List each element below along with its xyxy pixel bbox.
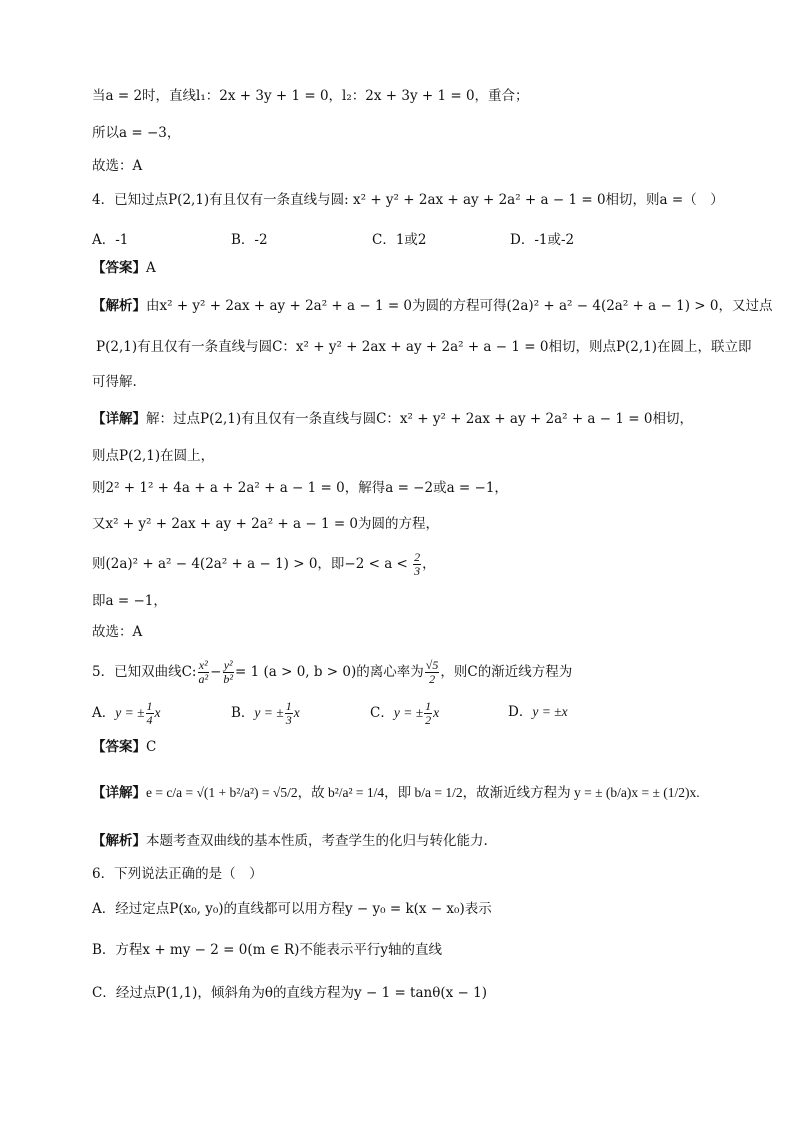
q4-detail-line: 即a = −1，: [92, 593, 167, 609]
q6-option-a: A．经过定点P(x₀, y₀)的直线都可以用方程y − y₀ = k(x − x₀)表示: [92, 901, 492, 917]
fraction-numerator: y²: [223, 658, 233, 672]
q5-option-d: D．y = ±x: [508, 704, 568, 720]
analysis-tag: 【解析】: [92, 298, 146, 314]
question-4: 4．已知过点P(2,1)有且仅有一条直线与圆: x² + y² + 2ax + ay + 2a² + a − 1 = 0相切，则a =（ ）: [92, 192, 724, 208]
q5-answer: [92, 737, 156, 757]
fraction-denominator: 3: [414, 564, 421, 578]
analysis-text: 由x² + y² + 2ax + ay + 2a² + a − 1 = 0为圆的方程可得(2a)² + a² − 4(2a² + a − 1) > 0，又过点: [146, 298, 773, 314]
fraction-denominator: b²: [223, 672, 233, 686]
question-5: [92, 659, 572, 686]
fraction-denominator: a²: [198, 672, 209, 686]
q4-detail-line: [92, 409, 693, 429]
q5-analysis-line: [92, 831, 488, 851]
q4-option-b: B．-2: [231, 232, 268, 248]
q4-analysis-line: P(2,1)有且仅有一条直线与圆C：x² + y² + 2ax + ay + 2a² + a − 1 = 0相切，则点P(2,1)在圆上，联立即: [96, 339, 752, 355]
answer-tag: 【答案】: [92, 260, 146, 276]
q5-text: 5．已知双曲线C:: [92, 664, 197, 680]
fraction: [222, 659, 234, 686]
detail-text: ，: [422, 556, 436, 572]
q4-option-c: C．1或2: [372, 232, 427, 248]
answer-tag: 【答案】: [92, 739, 146, 755]
detail-text: e = c/a = √(1 + b²/a²) = √5/2，故 b²/a² = 1/4，即 b/a = 1/2，故渐近线方程为 y = ± (b/a)x = ± (1/2)x.: [146, 785, 700, 800]
q5-option-c: C．y = ± $\frac{1}{2}$ x: [370, 699, 440, 727]
detail-text: 解：过点P(2,1)有且仅有一条直线与圆C：x² + y² + 2ax + ay + 2a² + a − 1 = 0相切，: [146, 411, 693, 427]
q4-answer: [92, 258, 156, 278]
fraction: [425, 659, 440, 686]
detail-tag: 【详解】: [92, 411, 146, 427]
text-line: 故选：A: [92, 158, 143, 174]
q4-detail-line: 则2² + 1² + 4a + a + 2a² + a − 1 = 0，解得a = −2或a = −1，: [92, 480, 508, 496]
q4-detail-line: 又x² + y² + 2ax + ay + 2a² + a − 1 = 0为圆的方程，: [92, 516, 440, 532]
fraction-denominator: 2: [429, 672, 436, 686]
q4-analysis-line: 可得解.: [92, 374, 137, 390]
q5-text: ，则C的渐近线方程为: [440, 664, 573, 680]
fraction-numerator: 2: [414, 550, 421, 564]
q5-text: = 1 (a > 0, b > 0)的离心率为: [235, 664, 424, 680]
q6-option-b: B．方程x + my − 2 = 0(m ∈ R)不能表示平行y轴的直线: [92, 942, 443, 958]
answer-value: C: [146, 739, 157, 755]
fraction-numerator: x²: [198, 658, 208, 672]
q5-option-a: A．y = ± $\frac{1}{4}$ x: [92, 699, 161, 727]
q4-option-d: D．-1或-2: [510, 232, 575, 248]
q5-detail-line: [92, 783, 700, 803]
text-line: 所以a = −3，: [92, 125, 181, 141]
q6-option-c: C．经过点P(1,1)，倾斜角为θ的直线方程为y − 1 = tanθ(x − 1): [92, 985, 487, 1001]
fraction: [197, 659, 209, 686]
detail-text: 则(2a)² + a² − 4(2a² + a − 1) > 0，即−2 < a <: [92, 556, 408, 572]
q4-analysis-line: [92, 296, 772, 316]
q5-text: −: [210, 664, 222, 680]
q4-detail-line: 则点P(2,1)在圆上，: [92, 448, 215, 464]
analysis-text: 本题考查双曲线的基本性质，考查学生的化归与转化能力.: [146, 833, 488, 849]
q5-option-b: B．y = ± $\frac{1}{3}$ x: [231, 699, 300, 727]
answer-value: A: [146, 260, 156, 276]
question-6: 6．下列说法正确的是（ ）: [92, 866, 263, 882]
fraction: [413, 551, 421, 578]
fraction-numerator: √5: [425, 658, 439, 672]
analysis-tag: 【解析】: [92, 833, 146, 849]
text-line: 当a = 2时，直线l₁：2x + 3y + 1 = 0，l₂：2x + 3y + 1 = 0，重合；: [92, 88, 529, 104]
q4-detail-line: 故选：A: [92, 624, 143, 640]
q4-detail-line: [92, 551, 436, 578]
q4-option-a: A．-1: [92, 232, 129, 248]
detail-tag: 【详解】: [92, 785, 146, 801]
